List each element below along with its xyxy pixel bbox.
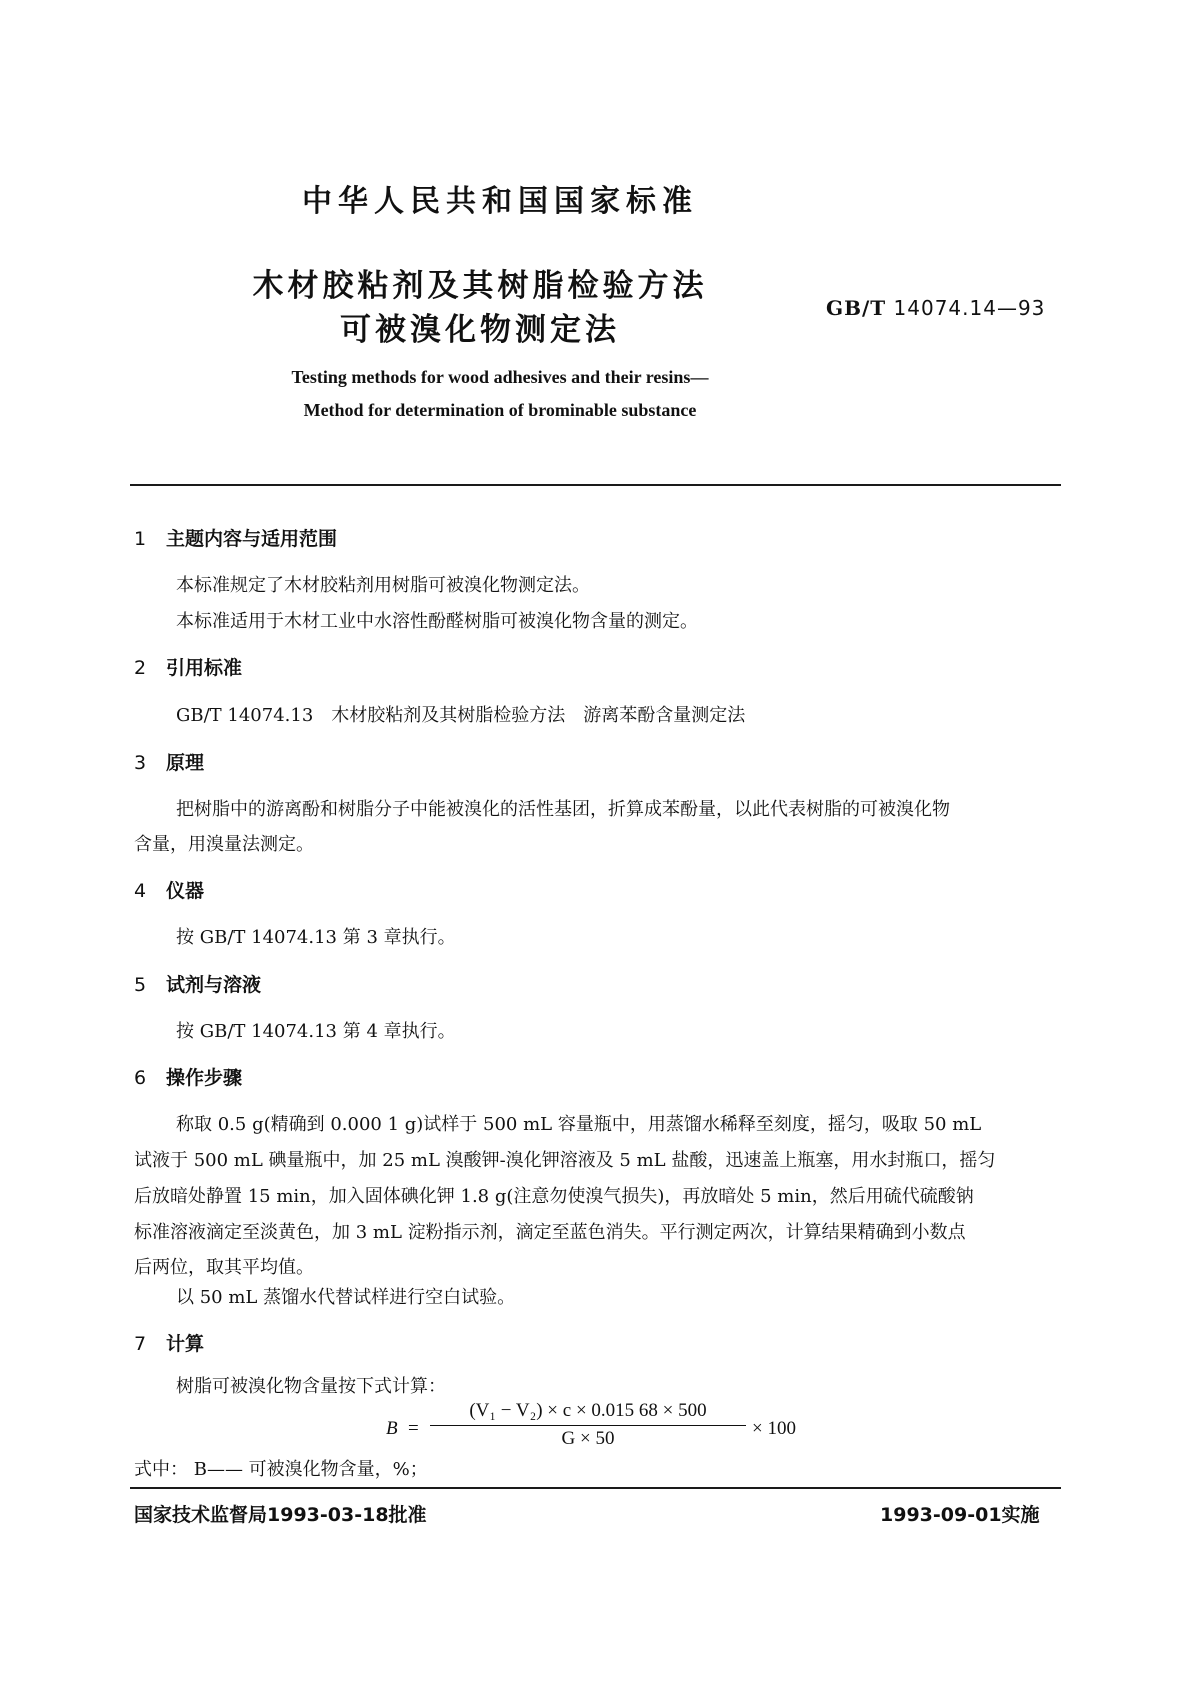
chinese-title-line2: 可被溴化物测定法: [340, 312, 620, 348]
header-divider: [130, 484, 1061, 486]
formula-denominator: G × 50: [561, 1428, 615, 1449]
section-6-blank-test: 以 50 mL 蒸馏水代替试样进行空白试验。: [176, 1287, 516, 1308]
section-1-paragraph-1: 本标准规定了木材胶粘剂用树脂可被溴化物测定法。: [176, 575, 590, 596]
section-1-paragraph-2: 本标准适用于木材工业中水溶性酚醛树脂可被溴化物含量的测定。: [176, 611, 698, 632]
english-title-line2: Method for determination of brominable substance: [303, 400, 697, 420]
section-6-heading: [134, 1063, 242, 1090]
section-6-line3: 后放暗处静置 15 min，加入固体碘化钾 1.8 g(注意勿使溴气损失)，再放暗处 5 min，然后用硫代硫酸钠: [134, 1186, 974, 1207]
section-title: 试剂与溶液: [166, 974, 262, 996]
section-4-paragraph: 按 GB/T 14074.13 第 3 章执行。: [176, 927, 456, 948]
section-number: 5: [134, 974, 147, 996]
section-title: 主题内容与适用范围: [166, 528, 338, 550]
formula-lhs: B: [386, 1418, 398, 1439]
section-title: 仪器: [166, 880, 205, 902]
formula-equals: =: [408, 1418, 419, 1439]
standard-number: [826, 296, 1045, 320]
formula-numerator: (V₁ − V₂) × c × 0.015 68 × 500: [430, 1400, 746, 1426]
section-5-paragraph: 按 GB/T 14074.13 第 4 章执行。: [176, 1021, 456, 1042]
section-number: 2: [134, 657, 147, 679]
footer-divider: [130, 1487, 1061, 1489]
formula-multiplier: × 100: [752, 1418, 796, 1439]
formula-fraction: [430, 1400, 746, 1450]
section-3-heading: [134, 748, 204, 775]
section-1-heading: [134, 524, 337, 551]
section-4-heading: [134, 876, 204, 903]
section-title: 操作步骤: [166, 1067, 243, 1089]
standard-code: 14074.14—93: [893, 296, 1046, 320]
section-number: 3: [134, 752, 147, 774]
section-title: 计算: [166, 1333, 205, 1355]
section-5-heading: [134, 970, 261, 997]
section-3-paragraph-line2: 含量，用溴量法测定。: [134, 834, 314, 855]
approval-date: 国家技术监督局1993-03-18批准: [134, 1504, 427, 1526]
calculation-formula: [386, 1400, 846, 1470]
section-number: 7: [134, 1333, 147, 1355]
section-6-line5: 后两位，取其平均值。: [134, 1257, 314, 1278]
section-6-line1: 称取 0.5 g(精确到 0.000 1 g)试样于 500 mL 容量瓶中，用蒸馏水稀释至刻度，摇匀，吸取 50 mL: [176, 1114, 982, 1135]
national-standard-label: 中华人民共和国国家标准: [302, 184, 698, 219]
section-6-line2: 试液于 500 mL 碘量瓶中，加 25 mL 溴酸钾-溴化钾溶液及 5 mL 盐酸，迅速盖上瓶塞，用水封瓶口，摇匀: [134, 1150, 996, 1171]
section-3-paragraph-line1: 把树脂中的游离酚和树脂分子中能被溴化的活性基团，折算成苯酚量，以此代表树脂的可被溴化物: [176, 799, 950, 820]
section-2-reference: GB/T 14074.13 木材胶粘剂及其树脂检验方法 游离苯酚含量测定法: [176, 705, 746, 726]
section-number: 1: [134, 528, 147, 550]
section-7-intro: 树脂可被溴化物含量按下式计算：: [176, 1376, 446, 1397]
english-title-line1: Testing methods for wood adhesives and their resins—: [291, 367, 709, 387]
section-title: 引用标准: [166, 657, 243, 679]
section-number: 6: [134, 1067, 147, 1089]
chinese-title-line1: 木材胶粘剂及其树脂检验方法: [252, 268, 708, 304]
section-7-heading: [134, 1329, 204, 1356]
section-number: 4: [134, 880, 147, 902]
section-6-line4: 标准溶液滴定至淡黄色，加 3 mL 淀粉指示剂，滴定至蓝色消失。平行测定两次，计算结果精确到小数点: [134, 1222, 966, 1243]
standard-prefix: GB/T: [826, 296, 887, 320]
section-title: 原理: [166, 752, 205, 774]
section-2-heading: [134, 653, 242, 680]
formula-where-clause: 式中： B—— 可被溴化物含量，%；: [134, 1459, 428, 1480]
implementation-date: 1993-09-01实施: [880, 1504, 1040, 1526]
